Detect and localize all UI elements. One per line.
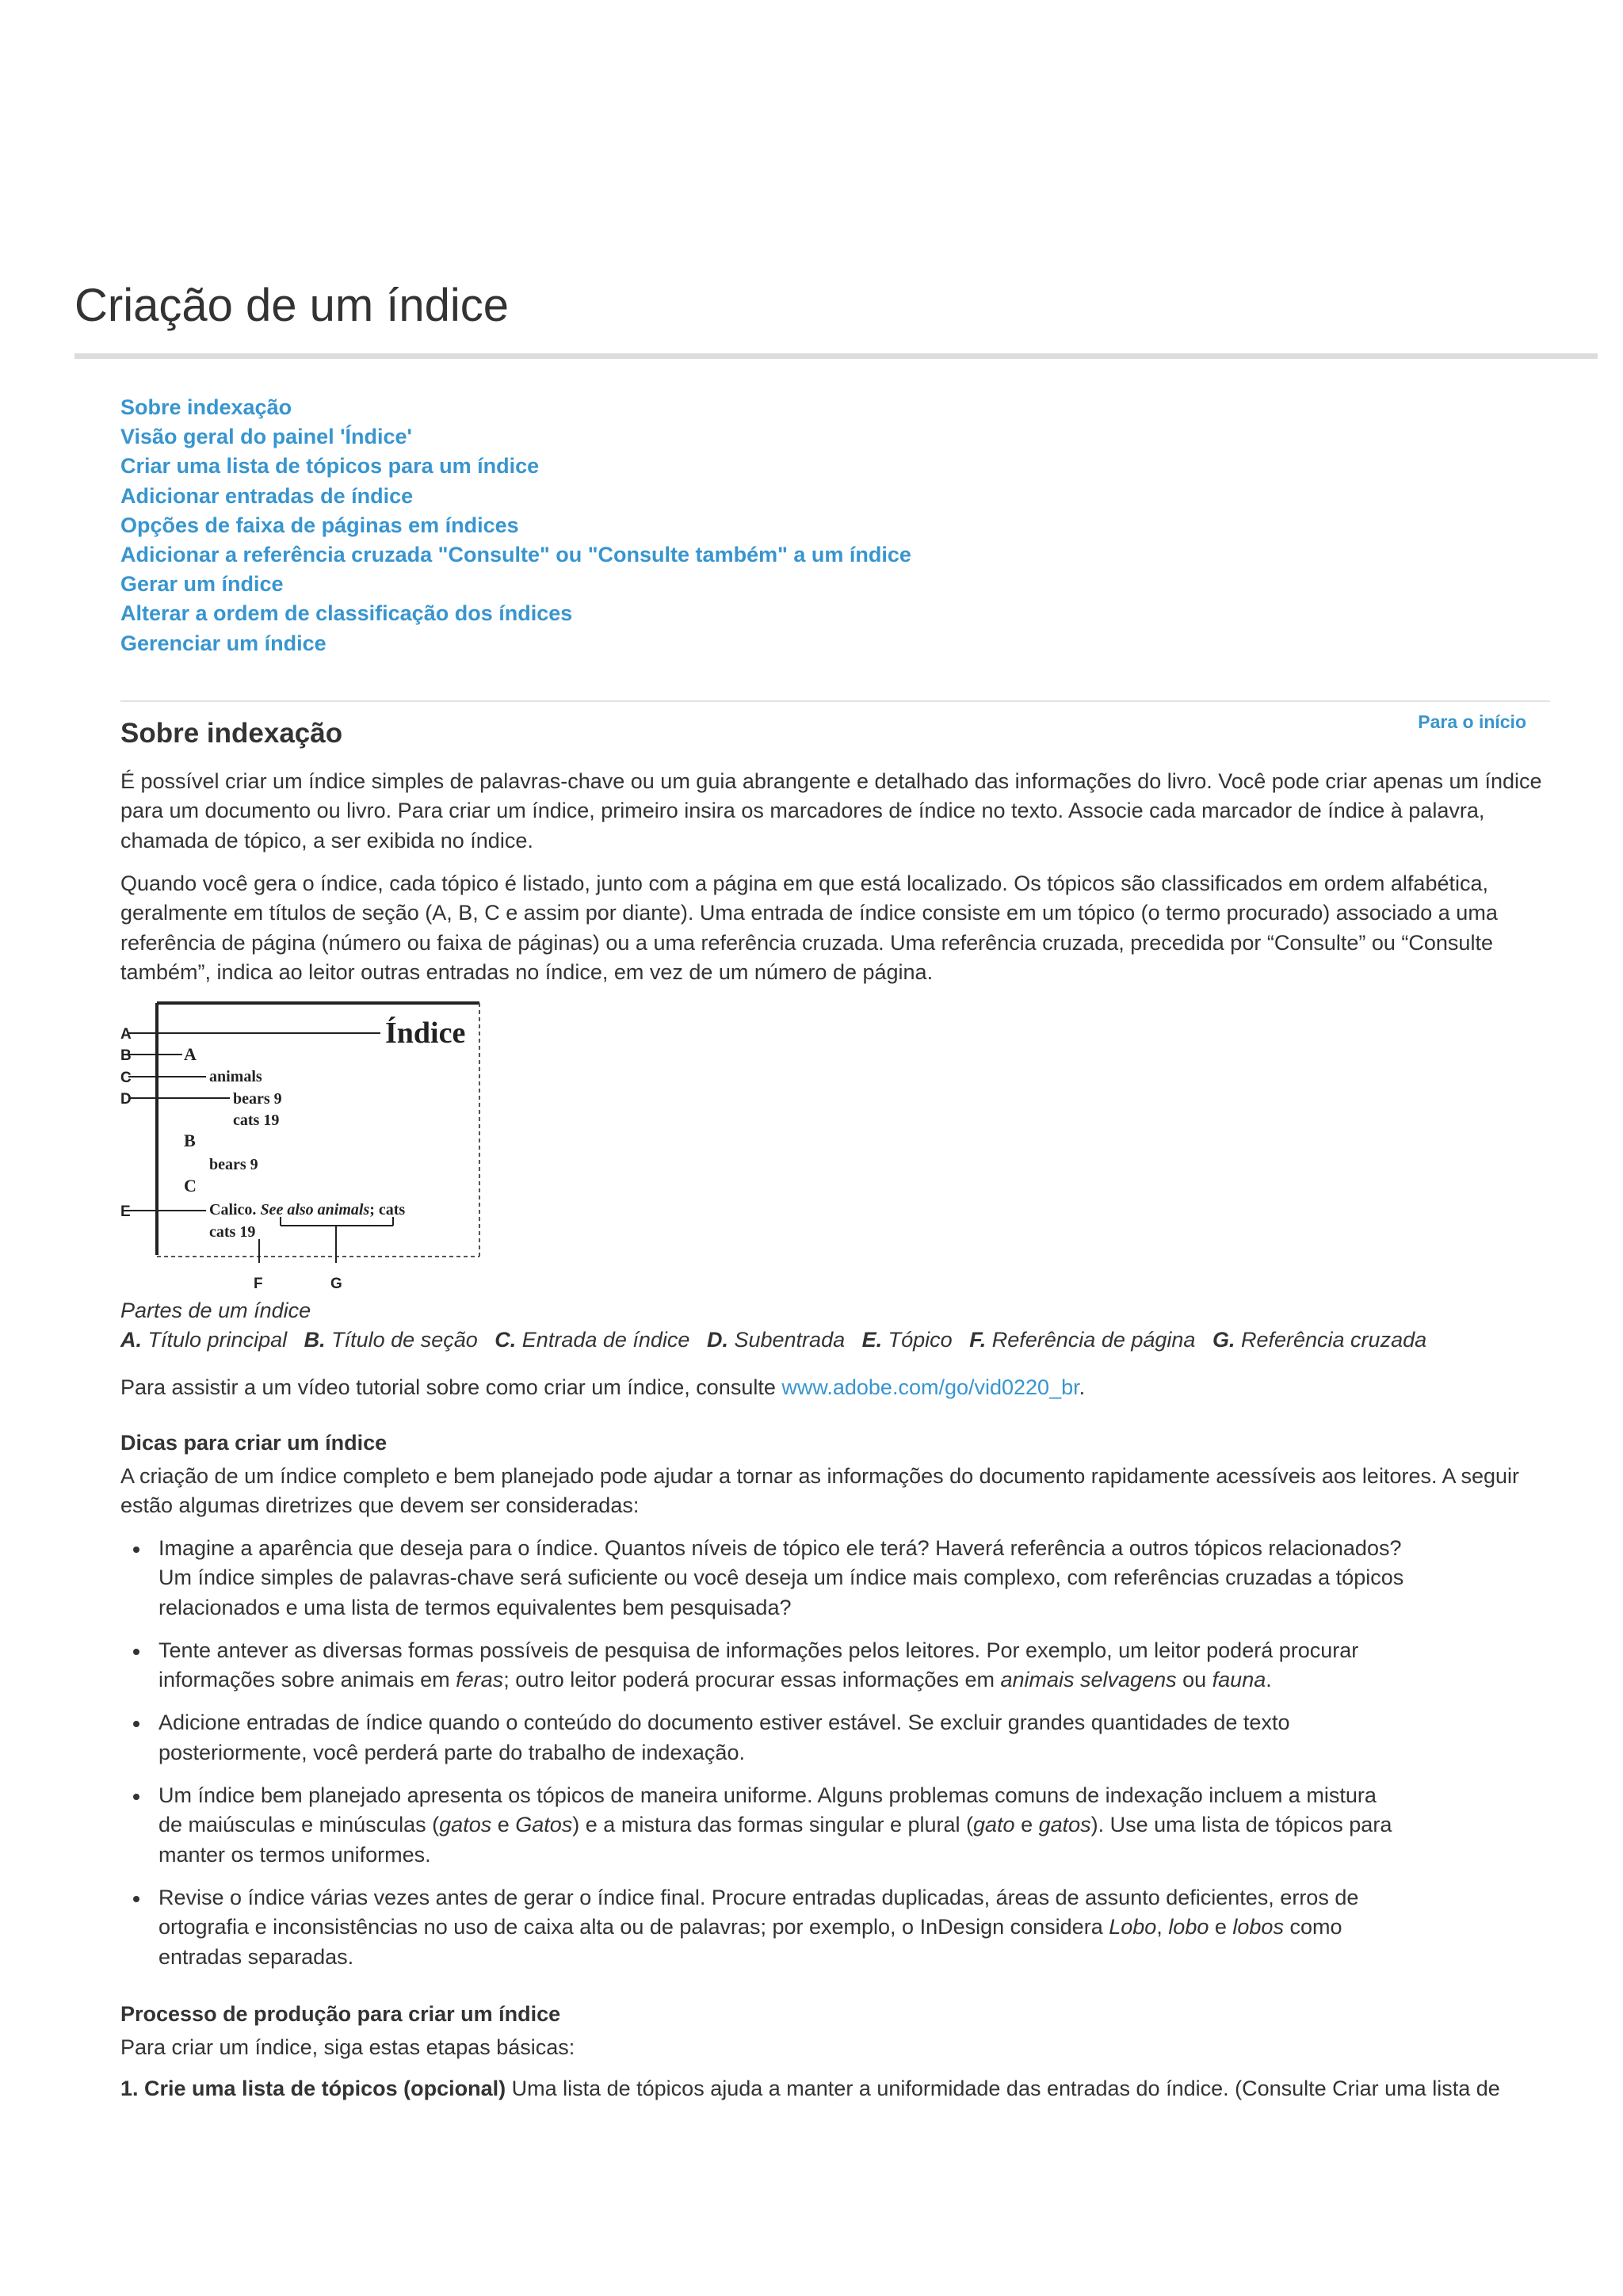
toc-link-gerenciar-indice[interactable]: Gerenciar um índice	[120, 631, 327, 655]
toc-item	[120, 511, 911, 540]
tip-text: ). Use uma lista de tópicos para manter os termos uniformes.	[158, 1813, 1392, 1867]
toc-link-sobre-indexacao[interactable]: Sobre indexação	[120, 395, 292, 419]
index-entry-cats: cats 19	[209, 1223, 256, 1241]
tip-text: ) e a mistura das formas singular e plural (	[572, 1813, 973, 1837]
calico-tail-text: ; cats	[369, 1201, 406, 1219]
tip-italic: feras	[456, 1668, 504, 1692]
list-item	[120, 1781, 1404, 1870]
see-also-text: See also animals	[260, 1201, 370, 1219]
toc-link-criar-lista[interactable]: Criar uma lista de tópicos para um índice	[120, 454, 540, 479]
tips-heading: Dicas para criar um índice	[120, 1431, 388, 1455]
tip-italic: lobos	[1232, 1915, 1284, 1939]
toc-item	[120, 482, 911, 511]
callout-letter-e: E	[120, 1203, 131, 1220]
index-section-c: C	[184, 1176, 197, 1196]
callout-letter-f: F	[254, 1276, 263, 1292]
tip-text: e	[491, 1813, 516, 1837]
legend-key: C.	[495, 1328, 517, 1352]
index-parts-figure	[111, 994, 491, 1295]
tip-italic: gatos	[439, 1813, 492, 1837]
tips-intro: A criação de um índice completo e bem planejado pode ajudar a tornar as informações do documento rapidamente acessíveis aos leitores. A seguir estão algumas diretrizes que devem ser consideradas:	[120, 1464, 1520, 1518]
figure-caption: Partes de um índice	[120, 1299, 311, 1322]
step-label: 1. Crie uma lista de tópicos (opcional)	[120, 2077, 506, 2100]
toc-link-adicionar-entradas[interactable]: Adicionar entradas de índice	[120, 483, 414, 508]
toc-item	[120, 599, 911, 628]
index-entry-animals: animals	[209, 1068, 262, 1085]
back-to-top-link[interactable]: Para o início	[1418, 711, 1526, 732]
process-step-1	[120, 2074, 1500, 2103]
legend-key: F.	[969, 1328, 987, 1352]
index-section-a: A	[184, 1044, 197, 1064]
tip-italic: fauna	[1212, 1668, 1266, 1692]
toc-item	[120, 452, 911, 481]
toc-link-opcoes-faixa[interactable]: Opções de faixa de páginas em índices	[120, 513, 519, 537]
toc-link-gerar-indice[interactable]: Gerar um índice	[120, 572, 284, 597]
list-item	[120, 1883, 1404, 1972]
index-subentry-cats: cats 19	[233, 1112, 280, 1129]
video-paragraph	[120, 1373, 1547, 1402]
list-item	[120, 1708, 1404, 1768]
callout-letter-d: D	[120, 1091, 132, 1108]
legend-text: Subentrada	[734, 1328, 846, 1352]
tip-text: Revise o índice várias vezes antes de gerar o índice final. Procure entradas duplicadas, áreas de assunto deficientes, erros de ortografia e inconsistências no uso de caixa alta ou de palavras; por exemplo, o InDesign considera	[158, 1885, 1359, 1939]
tip-text: como entradas separadas.	[158, 1915, 1342, 1969]
legend-text: Tópico	[888, 1328, 953, 1352]
index-entry-calico	[209, 1201, 405, 1219]
toc-item	[120, 570, 911, 599]
tip-italic: Lobo	[1109, 1915, 1157, 1939]
legend-key: B.	[304, 1328, 326, 1352]
video-text: Para assistir a um vídeo tutorial sobre como criar um índice, consulte	[120, 1375, 782, 1399]
toc-link-ordem-classificacao[interactable]: Alterar a ordem de classificação dos índices	[120, 601, 573, 626]
tip-text: Um índice bem planejado apresenta os tópicos de maneira uniforme. Alguns problemas comuns de indexação incluem a mistura de maiúsculas e minúsculas (	[158, 1783, 1377, 1837]
section-divider	[120, 700, 1550, 702]
legend-key: A.	[120, 1328, 142, 1352]
video-tutorial-link[interactable]: www.adobe.com/go/vid0220_br	[781, 1375, 1079, 1399]
description-paragraph: Quando você gera o índice, cada tópico é listado, junto com a página em que está localizado. Os tópicos são classificados em ordem alfabética, geralmente em títulos de seção (A, B, C e assim por diante). Uma entrada de índice consiste em um tópico (o termo procurado) associado a uma referência de página (número ou faixa de páginas) ou a uma referência cruzada. Uma referência cruzada, precedida por “Consulte” ou “Consulte também”, indica ao leitor outras entradas no índice, em vez de um número de página.	[120, 871, 1498, 984]
tip-text: ,	[1156, 1915, 1169, 1939]
callout-letter-b: B	[120, 1047, 132, 1064]
step-text: Uma lista de tópicos ajuda a manter a uniformidade das entradas do índice. (Consulte Criar uma lista de	[506, 2077, 1500, 2100]
tip-text: Tente antever as diversas formas possíveis de pesquisa de informações pelos leitores. Por exemplo, um leitor poderá procurar informações sobre animais em	[158, 1638, 1359, 1692]
figure-legend	[120, 1325, 1426, 1355]
legend-key: G.	[1212, 1328, 1235, 1352]
legend-text: Título de seção	[331, 1328, 478, 1352]
toc-item	[120, 422, 911, 452]
legend-text: Referência cruzada	[1240, 1328, 1427, 1352]
callout-letter-c: C	[120, 1070, 132, 1086]
index-section-b: B	[184, 1131, 196, 1150]
video-text-end: .	[1079, 1375, 1086, 1399]
tip-text: e	[1209, 1915, 1233, 1939]
tip-italic: lobo	[1168, 1915, 1209, 1939]
table-of-contents	[120, 393, 911, 658]
intro-paragraph: É possível criar um índice simples de palavras-chave ou um guia abrangente e detalhado das informações do livro. Você pode criar apenas um índice para um documento ou livro. Para criar um índice, primeiro insira os marcadores de índice no texto. Associe cada marcador de índice à palavra, chamada de tópico, a ser exibida no índice.	[120, 769, 1542, 852]
process-intro: Para criar um índice, siga estas etapas básicas:	[120, 2035, 575, 2059]
tip-text: ; outro leitor poderá procurar essas informações em	[503, 1668, 1001, 1692]
index-entry-bears: bears 9	[209, 1156, 258, 1173]
index-diagram	[111, 994, 491, 1295]
legend-text: Título principal	[147, 1328, 288, 1352]
tip-text: ou	[1176, 1668, 1212, 1692]
calico-text: Calico.	[209, 1201, 261, 1219]
tip-text: Imagine a aparência que deseja para o índice. Quantos níveis de tópico ele terá? Haverá referência a outros tópicos relacionados? Um índice simples de palavras-chave será suficiente ou você deseja um índice mais complexo, com referências cruzadas a tópicos relacionados e uma lista de termos equivalentes bem pesquisada?	[158, 1536, 1404, 1619]
tip-italic: gatos	[1038, 1813, 1091, 1837]
tip-text: .	[1266, 1668, 1272, 1692]
page-title: Criação de um índice	[74, 280, 510, 331]
title-divider	[74, 353, 1598, 359]
callout-letter-a: A	[120, 1026, 132, 1043]
callout-letter-g: G	[330, 1276, 342, 1292]
legend-text: Referência de página	[991, 1328, 1196, 1352]
list-item	[120, 1636, 1404, 1695]
toc-link-referencia-cruzada[interactable]: Adicionar a referência cruzada "Consulte" ou "Consulte também" a um índice	[120, 542, 911, 566]
tip-text: Adicione entradas de índice quando o conteúdo do documento estiver estável. Se excluir grandes quantidades de texto posteriormente, você perderá parte do trabalho de indexação.	[158, 1711, 1290, 1764]
tips-list	[120, 1534, 1404, 1985]
process-heading: Processo de produção para criar um índice	[120, 2002, 561, 2026]
legend-key: E.	[861, 1328, 883, 1352]
section-heading: Sobre indexação	[120, 718, 343, 749]
toc-item	[120, 393, 911, 422]
index-subentry-bears: bears 9	[233, 1090, 282, 1108]
toc-item	[120, 540, 911, 570]
index-main-title: Índice	[385, 1016, 466, 1050]
legend-text: Entrada de índice	[521, 1328, 690, 1352]
tip-italic: gato	[973, 1813, 1015, 1837]
legend-key: D.	[706, 1328, 728, 1352]
toc-link-visao-geral[interactable]: Visão geral do painel 'Índice'	[120, 425, 412, 449]
tip-text: e	[1014, 1813, 1039, 1837]
toc-item	[120, 629, 911, 658]
tip-italic: animais selvagens	[1000, 1668, 1177, 1692]
list-item	[120, 1534, 1404, 1623]
tip-italic: Gatos	[515, 1813, 573, 1837]
